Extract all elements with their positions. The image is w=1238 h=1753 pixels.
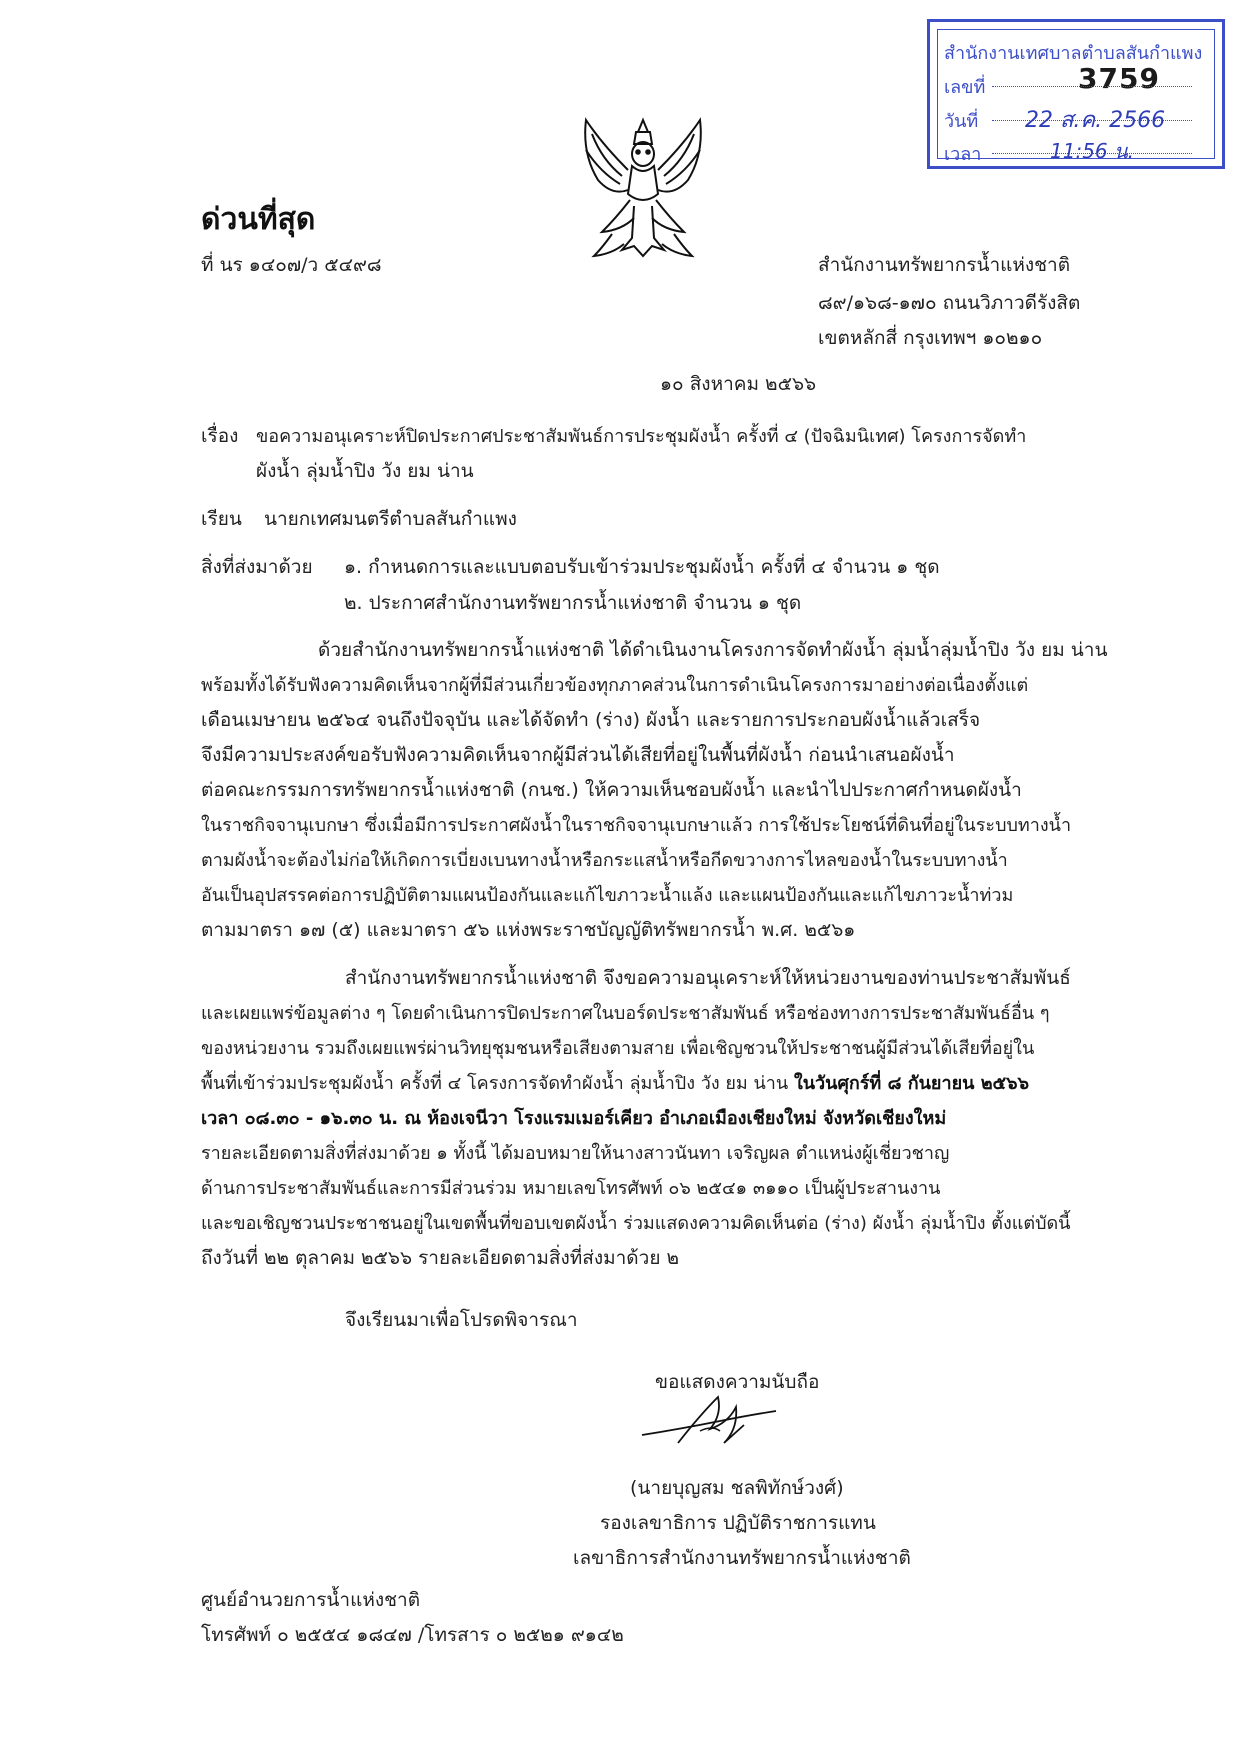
document-date: ๑๐ สิงหาคม ๒๕๖๖ [660,373,817,395]
para1-line: ต่อคณะกรรมการทรัพยากรน้ำแห่งชาติ (กนช.) ให้ความเห็นชอบผังน้ำ และนำไปประกาศกำหนดผังน้ำ [201,779,1022,801]
para1-line: พร้อมทั้งได้รับฟังความคิดเห็นจากผู้ที่มีส่วนเกี่ยวข้องทุกภาคส่วนในการดำเนินโครงการมาอย่างต่อเนื่องตั้งแต่ [201,675,1029,696]
document-number: ที่ นร ๑๔๐๗/ว ๕๔๙๘ [201,254,382,276]
para1-line: จึงมีความประสงค์ขอรับฟังความคิดเห็นจากผู้มีส่วนได้เสียที่อยู่ในพื้นที่ผังน้ำ ก่อนนำเสนอผังน้ำ [201,744,955,766]
stamp-office: สำนักงานเทศบาลตำบลสันกำแพง [944,43,1203,64]
para1-line: อันเป็นอุปสรรคต่อการปฏิบัติตามแผนป้องกันและแก้ไขภาวะน้ำแล้ง และแผนป้องกันและแก้ไขภาวะน้ำท่วม [201,885,1014,906]
garuda-emblem-icon [572,114,714,264]
stamp-dotted-line [992,153,1192,154]
enclosure-item: ๑. กำหนดการและแบบตอบรับเข้าร่วมประชุมผังน้ำ ครั้งที่ ๔ จำนวน ๑ ชุด [344,556,940,578]
para2-line: รายละเอียดตามสิ่งที่ส่งมาด้วย ๑ ทั้งนี้ ได้มอบหมายให้นางสาวนันทา เจริญผล ตำแหน่งผู้เชี่ยวชาญ [201,1143,950,1164]
urgency-label: ด่วนที่สุด [201,202,316,237]
para2-line: และขอเชิญชวนประชาชนอยู่ในเขตพื้นที่ขอบเขตผังน้ำ ร่วมแสดงความคิดเห็นต่อ (ร่าง) ผังน้ำ ลุ่มน้ำปิง ตั้งแต่บัดนี้ [201,1213,1071,1234]
subject-line2: ผังน้ำ ลุ่มน้ำปิง วัง ยม น่าน [256,460,474,482]
stamp-no-row [944,72,985,101]
stamp-no-label: เลขที่ [944,77,986,98]
stamp-date-value: 22 ส.ค. 2566 [1025,108,1166,133]
salutation-label: เรียน [201,508,242,530]
org-name: สำนักงานทรัพยากรน้ำแห่งชาติ [818,254,1071,276]
para2-line: ด้านการประชาสัมพันธ์และการมีส่วนร่วม หมายเลขโทรศัพท์ ๐๖ ๒๕๔๑ ๓๑๑๐ เป็นผู้ประสานงาน [201,1178,941,1199]
stamp-date-label: วันที่ [944,111,979,132]
para2-line: สำนักงานทรัพยากรน้ำแห่งชาติ จึงขอความอนุเคราะห์ให้หน่วยงานของท่านประชาสัมพันธ์ [345,967,1071,989]
para2-line-text: พื้นที่เข้าร่วมประชุมผังน้ำ ครั้งที่ ๔ โครงการจัดทำผังน้ำ ลุ่มน้ำปิง วัง ยม น่าน [201,1073,794,1094]
para1-line: ในราชกิจจานุเบกษา ซึ่งเมื่อมีการประกาศผังน้ำในราชกิจจานุเบกษาแล้ว การใช้ประโยชน์ที่ดินที่อยู่ในระบบทางน้ำ [201,815,1072,836]
para2-line: ถึงวันที่ ๒๒ ตุลาคม ๒๕๖๖ รายละเอียดตามสิ่งที่ส่งมาด้วย ๒ [201,1247,680,1269]
para2-line: และเผยแพร่ข้อมูลต่าง ๆ โดยดำเนินการปิดประกาศในบอร์ดประชาสัมพันธ์ หรือช่องทางการประชาสัมพันธ์อื่น ๆ [201,1003,1050,1024]
signatory-name: (นายบุญสม ชลพิทักษ์วงศ์) [630,1477,844,1499]
footer-contact: โทรศัพท์ ๐ ๒๕๕๔ ๑๘๔๗ /โทรสาร ๐ ๒๕๒๑ ๙๑๔๒ [201,1624,624,1646]
regards: ขอแสดงความนับถือ [655,1371,820,1393]
stamp-date-row [944,106,978,135]
para2-line: ของหน่วยงาน รวมถึงเผยแพร่ผ่านวิทยุชุมชนหรือเสียงตามสาย เพื่อเชิญชวนให้ประชาชนผู้มีส่วนได้เสียที่อยู่ใน [201,1038,1035,1059]
signatory-position: เลขาธิการสำนักงานทรัพยากรน้ำแห่งชาติ [573,1547,911,1569]
para2-line [201,1068,1029,1097]
handwritten-signature [640,1385,780,1455]
receipt-stamp [927,19,1225,169]
enclosures-label: สิ่งที่ส่งมาด้วย [201,556,313,578]
subject-label: เรื่อง [201,425,239,447]
org-address-line2: เขตหลักสี่ กรุงเทพฯ ๑๐๒๑๐ [818,327,1043,349]
para1-line: ด้วยสำนักงานทรัพยากรน้ำแห่งชาติ ได้ดำเนินงานโครงการจัดทำผังน้ำ ลุ่มน้ำลุ่มน้ำปิง วัง ยม น่าน [318,639,1108,661]
stamp-time-value: 11:56 น. [1050,139,1135,163]
salutation-recipient: นายกเทศมนตรีตำบลสันกำแพง [264,508,517,530]
stamp-dotted-line [992,120,1192,121]
para1-line: เดือนเมษายน ๒๕๖๔ จนถึงปัจจุบัน และได้จัดทำ (ร่าง) ผังน้ำ และรายการประกอบผังน้ำแล้วเสร็จ [201,709,981,731]
subject-line1: ขอความอนุเคราะห์ปิดประกาศประชาสัมพันธ์การประชุมผังน้ำ ครั้งที่ ๔ (ปัจฉิมนิเทศ) โครงการจัดทำ [256,426,1027,447]
footer-department: ศูนย์อำนวยการน้ำแห่งชาติ [201,1589,421,1611]
stamp-dotted-line [992,86,1192,87]
signatory-position: รองเลขาธิการ ปฏิบัติราชการแทน [600,1512,876,1534]
enclosure-item: ๒. ประกาศสำนักงานทรัพยากรน้ำแห่งชาติ จำนวน ๑ ชุด [344,592,802,614]
stamp-time-label: เวลา [944,144,982,165]
stamp-no-value: 3759 [1078,62,1160,95]
closing-line: จึงเรียนมาเพื่อโปรดพิจารณา [345,1309,578,1331]
para1-line: ตามมาตรา ๑๗ (๕) และมาตรา ๕๖ แห่งพระราชบัญญัติทรัพยากรน้ำ พ.ศ. ๒๕๖๑ [201,919,856,941]
org-address-line1: ๘๙/๑๖๘-๑๗๐ ถนนวิภาวดีรังสิต [818,292,1081,314]
meeting-time-venue: เวลา ๐๘.๓๐ - ๑๖.๓๐ น. ณ ห้องเจนีวา โรงแรมเมอร์เคียว อำเภอเมืองเชียงใหม่ จังหวัดเชียงใหม่ [201,1108,947,1129]
meeting-date-emphasis: ในวันศุกร์ที่ ๘ กันยายน ๒๕๖๖ [793,1073,1030,1094]
stamp-time-row [944,139,981,168]
para1-line: ตามผังน้ำจะต้องไม่ก่อให้เกิดการเบี่ยงเบนทางน้ำหรือกระแสน้ำหรือกีดขวางการไหลของน้ำในระบบทางน้ำ [201,850,1008,871]
